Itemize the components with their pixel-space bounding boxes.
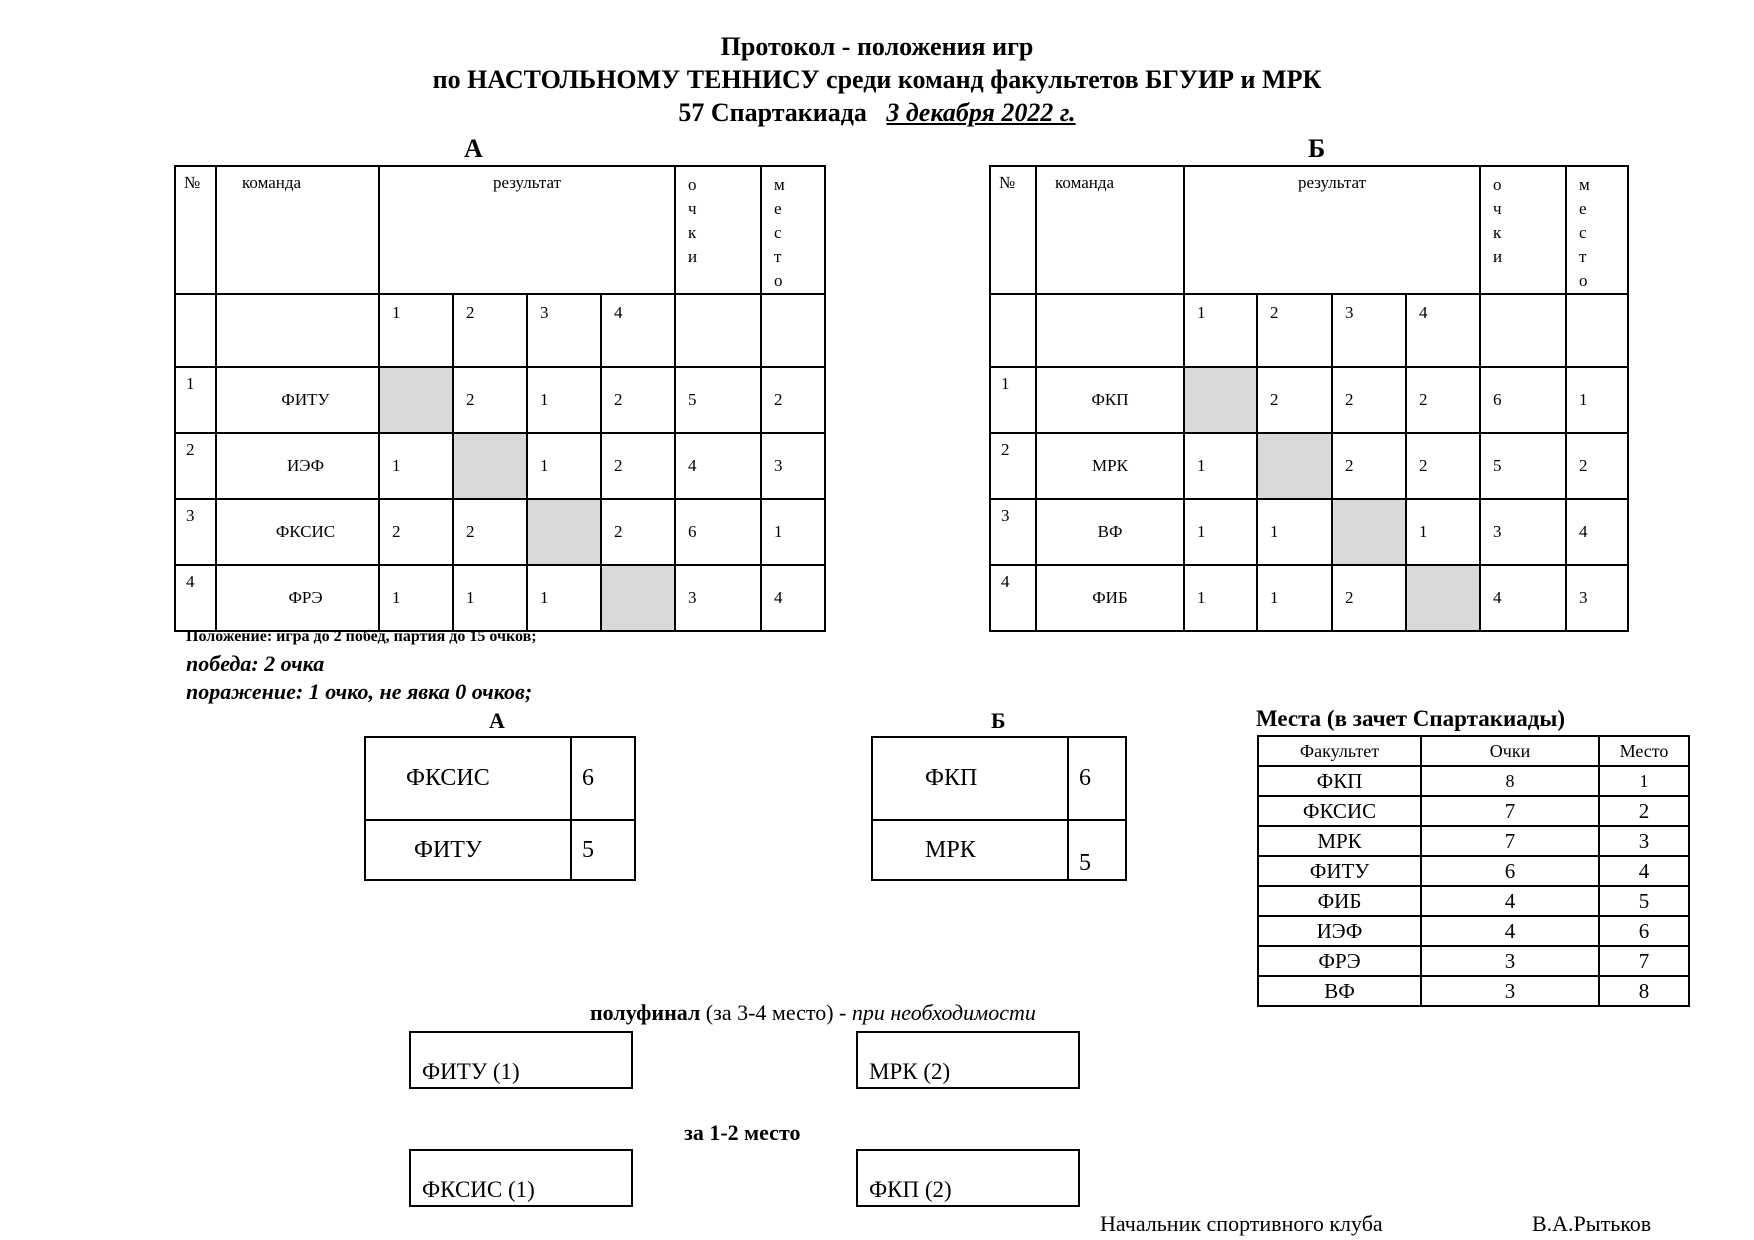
self-cell [1406, 565, 1480, 631]
team-name: ФКП [872, 737, 1068, 820]
group-b-label: Б [1308, 134, 1326, 163]
points-header: о ч к и [675, 166, 761, 294]
col-number: 1 [379, 294, 453, 367]
place-cell: 4 [761, 565, 825, 631]
group-a-header-row [175, 166, 825, 294]
place-header: м е с т о [761, 166, 825, 294]
result-cell: 2 [1406, 433, 1480, 499]
final-left-box: ФКСИС (1) [409, 1149, 633, 1207]
points-cell: 6 [571, 737, 635, 820]
result-cell: 1 [1257, 499, 1332, 565]
result-cell: 1 [527, 367, 601, 433]
num-header: № [175, 166, 216, 294]
points-cell: 7 [1421, 826, 1599, 856]
table-row [175, 433, 825, 499]
team-name: ВФ [1036, 499, 1184, 565]
faculty-cell: ИЭФ [1258, 916, 1421, 946]
points-cell: 4 [1480, 565, 1566, 631]
place-header: Место [1599, 736, 1689, 766]
faculty-cell: ФКП [1258, 766, 1421, 796]
col-number: 2 [453, 294, 527, 367]
result-cell: 1 [1257, 565, 1332, 631]
regulation-note: Положение: игра до 2 побед, партия до 15 очков; [186, 628, 537, 645]
spartakiad-label: 57 Спартакиада [678, 98, 867, 127]
semifinal-left-box: ФИТУ (1) [409, 1031, 633, 1089]
row-number: 3 [990, 499, 1036, 565]
self-cell [1332, 499, 1406, 565]
self-cell [1184, 367, 1257, 433]
semifinal-right-box: МРК (2) [856, 1031, 1080, 1089]
result-header: результат [1184, 166, 1480, 294]
team-name: МРК [872, 820, 1068, 880]
group-b-header-row [990, 166, 1628, 294]
points-cell: 6 [675, 499, 761, 565]
table-row [990, 433, 1628, 499]
col-number: 4 [1406, 294, 1480, 367]
doc-title-line3 [0, 96, 1754, 129]
team-header: команда [216, 166, 379, 294]
points-header: Очки [1421, 736, 1599, 766]
loss-note: поражение: 1 очко, не явка 0 очков; [186, 679, 533, 704]
self-cell [601, 565, 675, 631]
table-row [365, 820, 635, 880]
table-row [872, 737, 1126, 820]
result-cell: 2 [1332, 433, 1406, 499]
final-title: за 1-2 место [684, 1120, 801, 1145]
top-b-table [871, 736, 1127, 881]
standings-table [1257, 735, 1690, 1007]
col-number: 2 [1257, 294, 1332, 367]
place-cell: 4 [1566, 499, 1628, 565]
table-row [175, 367, 825, 433]
team-name: ФКП [1036, 367, 1184, 433]
team-name: ФКСИС [365, 737, 571, 820]
row-number: 1 [990, 367, 1036, 433]
result-cell: 1 [453, 565, 527, 631]
win-note: победа: 2 очка [186, 651, 325, 676]
points-cell: 3 [1480, 499, 1566, 565]
group-a-table [174, 165, 826, 632]
result-cell: 2 [1257, 367, 1332, 433]
table-row [1258, 916, 1689, 946]
place-cell: 2 [1599, 796, 1689, 826]
table-row [1258, 826, 1689, 856]
result-cell: 2 [1406, 367, 1480, 433]
signature-position: Начальник спортивного клуба [1100, 1211, 1383, 1236]
place-cell: 1 [1599, 766, 1689, 796]
faculty-header: Факультет [1258, 736, 1421, 766]
faculty-cell: МРК [1258, 826, 1421, 856]
team-name: ИЭФ [216, 433, 379, 499]
team-name: ФИТУ [216, 367, 379, 433]
place-cell: 2 [1566, 433, 1628, 499]
result-cell: 1 [527, 433, 601, 499]
faculty-cell: ФРЭ [1258, 946, 1421, 976]
signature-name: В.А.Рытьков [1532, 1211, 1652, 1236]
points-cell: 3 [675, 565, 761, 631]
row-number: 1 [175, 367, 216, 433]
semifinal-title: полуфинал (за 3-4 место) - при необходимости [590, 1000, 1036, 1025]
group-a-col-numbers-row [175, 294, 825, 367]
place-cell: 3 [761, 433, 825, 499]
place-cell: 1 [1566, 367, 1628, 433]
self-cell [1257, 433, 1332, 499]
doc-title-line1: Протокол - положения игр [720, 32, 1034, 61]
place-cell: 2 [761, 367, 825, 433]
points-cell: 6 [1068, 737, 1126, 820]
col-number: 4 [601, 294, 675, 367]
group-a-label: А [464, 134, 483, 163]
row-number: 2 [990, 433, 1036, 499]
place-cell: 3 [1599, 826, 1689, 856]
table-row [1258, 946, 1689, 976]
points-cell: 4 [1421, 886, 1599, 916]
top-a-table [364, 736, 636, 881]
result-cell: 1 [1184, 565, 1257, 631]
col-number: 1 [1184, 294, 1257, 367]
row-number: 3 [175, 499, 216, 565]
points-cell: 5 [1480, 433, 1566, 499]
result-header: результат [379, 166, 675, 294]
faculty-cell: ВФ [1258, 976, 1421, 1006]
place-cell: 6 [1599, 916, 1689, 946]
points-cell: 6 [1480, 367, 1566, 433]
top-a-label: А [489, 708, 505, 733]
table-row [1258, 856, 1689, 886]
points-cell: 4 [1421, 916, 1599, 946]
place-cell: 8 [1599, 976, 1689, 1006]
points-cell: 6 [1421, 856, 1599, 886]
team-name: ФИБ [1036, 565, 1184, 631]
points-header: о ч к и [1480, 166, 1566, 294]
points-cell: 5 [675, 367, 761, 433]
table-row [1258, 766, 1689, 796]
table-row [1258, 976, 1689, 1006]
points-cell: 5 [571, 820, 635, 880]
self-cell [527, 499, 601, 565]
result-cell: 2 [1332, 565, 1406, 631]
place-cell: 7 [1599, 946, 1689, 976]
table-row [365, 737, 635, 820]
result-cell: 2 [453, 367, 527, 433]
points-cell: 8 [1421, 766, 1599, 796]
final-right-box: ФКП (2) [856, 1149, 1080, 1207]
result-cell: 2 [1332, 367, 1406, 433]
result-cell: 2 [379, 499, 453, 565]
doc-title-line2: по НАСТОЛЬНОМУ ТЕННИСУ среди команд факультетов БГУИР и МРК [432, 65, 1322, 94]
col-number: 3 [1332, 294, 1406, 367]
points-cell: 3 [1421, 946, 1599, 976]
self-cell [379, 367, 453, 433]
result-cell: 2 [601, 499, 675, 565]
top-b-label: Б [991, 708, 1006, 733]
table-row [1258, 886, 1689, 916]
team-name: ФРЭ [216, 565, 379, 631]
row-number: 4 [175, 565, 216, 631]
result-cell: 1 [1406, 499, 1480, 565]
table-row [175, 499, 825, 565]
standings-header-row [1258, 736, 1689, 766]
table-row [990, 367, 1628, 433]
place-cell: 1 [761, 499, 825, 565]
table-row [1258, 796, 1689, 826]
group-b-table [989, 165, 1629, 632]
points-cell: 5 [1068, 820, 1126, 880]
event-date: 3 декабря 2022 г. [886, 98, 1076, 127]
result-cell: 2 [601, 367, 675, 433]
row-number: 4 [990, 565, 1036, 631]
faculty-cell: ФКСИС [1258, 796, 1421, 826]
group-b-col-numbers-row [990, 294, 1628, 367]
result-cell: 1 [1184, 499, 1257, 565]
result-cell: 2 [453, 499, 527, 565]
team-name: ФКСИС [216, 499, 379, 565]
self-cell [453, 433, 527, 499]
faculty-cell: ФИТУ [1258, 856, 1421, 886]
place-cell: 3 [1566, 565, 1628, 631]
result-cell: 1 [527, 565, 601, 631]
num-header: № [990, 166, 1036, 294]
table-row [175, 565, 825, 631]
faculty-cell: ФИБ [1258, 886, 1421, 916]
col-number: 3 [527, 294, 601, 367]
table-row [990, 565, 1628, 631]
team-name: ФИТУ [365, 820, 571, 880]
place-cell: 4 [1599, 856, 1689, 886]
table-row [990, 499, 1628, 565]
result-cell: 2 [601, 433, 675, 499]
row-number: 2 [175, 433, 216, 499]
result-cell: 1 [379, 433, 453, 499]
place-cell: 5 [1599, 886, 1689, 916]
points-cell: 7 [1421, 796, 1599, 826]
points-cell: 3 [1421, 976, 1599, 1006]
standings-title: Места (в зачет Спартакиады) [1256, 706, 1565, 731]
place-header: м е с т о [1566, 166, 1628, 294]
result-cell: 1 [379, 565, 453, 631]
team-name: МРК [1036, 433, 1184, 499]
points-cell: 4 [675, 433, 761, 499]
result-cell: 1 [1184, 433, 1257, 499]
team-header: команда [1036, 166, 1184, 294]
table-row [872, 820, 1126, 880]
